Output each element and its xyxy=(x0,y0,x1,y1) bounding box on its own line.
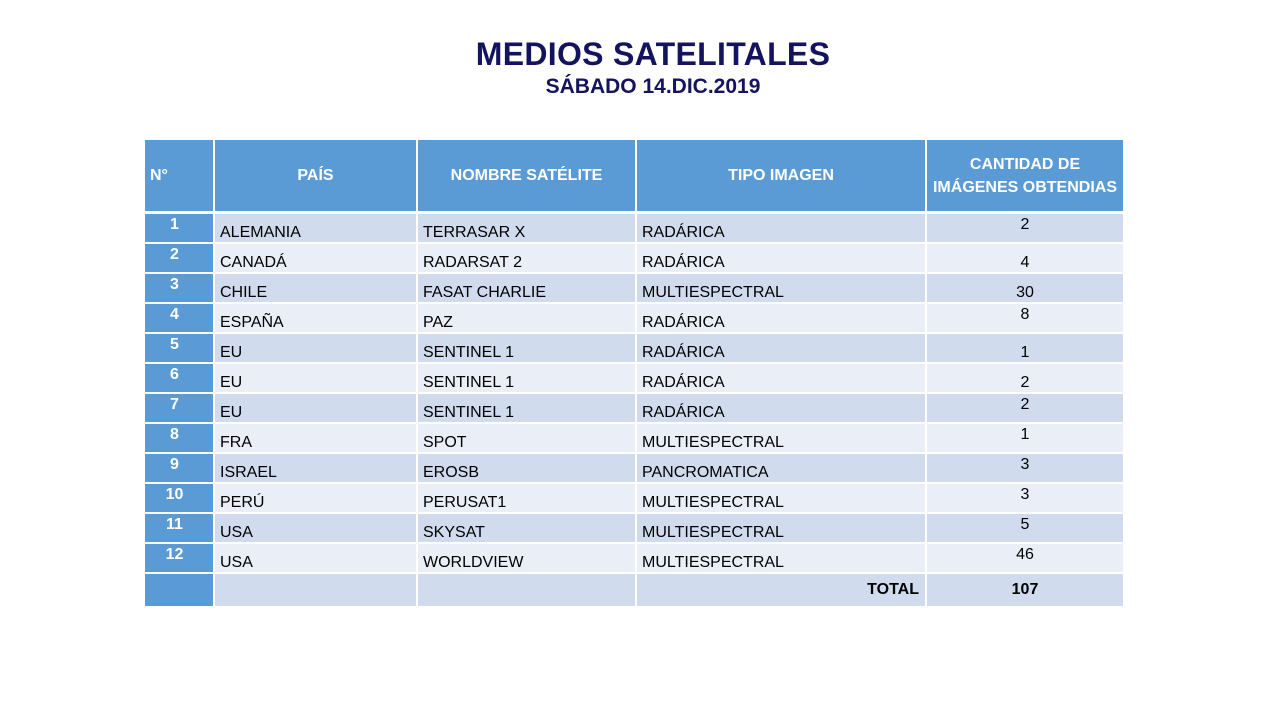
cell-satelite: WORLDVIEW xyxy=(417,543,636,573)
table-row xyxy=(145,513,1123,543)
cell-satelite: EROSB xyxy=(417,453,636,483)
cell-cantidad: 46 xyxy=(926,543,1123,573)
cell-pais: EU xyxy=(214,393,417,423)
row-number: 2 xyxy=(145,243,214,273)
cell-tipo: RADÁRICA xyxy=(636,333,926,363)
row-number: 1 xyxy=(145,213,214,244)
table-row xyxy=(145,333,1123,363)
table-row xyxy=(145,483,1123,513)
cell-satelite: PAZ xyxy=(417,303,636,333)
header-satelite: NOMBRE SATÉLITE xyxy=(417,140,636,213)
cell-cantidad: 3 xyxy=(926,483,1123,513)
table-body xyxy=(145,213,1123,608)
table-row xyxy=(145,213,1123,244)
cell-satelite: FASAT CHARLIE xyxy=(417,273,636,303)
cell-tipo: MULTIESPECTRAL xyxy=(636,513,926,543)
cell-pais: CHILE xyxy=(214,273,417,303)
table-row xyxy=(145,303,1123,333)
total-row-number-blank xyxy=(145,573,214,607)
cell-satelite: PERUSAT1 xyxy=(417,483,636,513)
table-row xyxy=(145,363,1123,393)
cell-cantidad: 3 xyxy=(926,453,1123,483)
page-subtitle: SÁBADO 14.DIC.2019 xyxy=(545,75,761,98)
row-number: 11 xyxy=(145,513,214,543)
row-number: 9 xyxy=(145,453,214,483)
cell-tipo: RADÁRICA xyxy=(636,303,926,333)
total-label: TOTAL xyxy=(636,573,926,607)
header-tipo: TIPO IMAGEN xyxy=(636,140,926,213)
cell-tipo: PANCROMATICA xyxy=(636,453,926,483)
table-header-row xyxy=(145,140,1123,213)
cell-pais: USA xyxy=(214,513,417,543)
header-cantidad: CANTIDAD DE IMÁGENES OBTENDIAS xyxy=(926,140,1123,213)
table-row xyxy=(145,243,1123,273)
page-title: MEDIOS SATELITALES xyxy=(475,36,831,72)
row-number: 6 xyxy=(145,363,214,393)
row-number: 3 xyxy=(145,273,214,303)
cell-tipo: MULTIESPECTRAL xyxy=(636,543,926,573)
cell-tipo: RADÁRICA xyxy=(636,243,926,273)
cell-cantidad: 1 xyxy=(926,423,1123,453)
cell-pais: ALEMANIA xyxy=(214,213,417,244)
table-row xyxy=(145,273,1123,303)
cell-tipo: MULTIESPECTRAL xyxy=(636,423,926,453)
table-row xyxy=(145,543,1123,573)
row-number: 8 xyxy=(145,423,214,453)
row-number: 7 xyxy=(145,393,214,423)
cell-pais: PERÚ xyxy=(214,483,417,513)
cell-cantidad: 4 xyxy=(926,243,1123,273)
total-row-blank-pais xyxy=(214,573,417,607)
cell-satelite: SPOT xyxy=(417,423,636,453)
table-row xyxy=(145,393,1123,423)
total-value: 107 xyxy=(926,573,1123,607)
cell-pais: CANADÁ xyxy=(214,243,417,273)
cell-satelite: SKYSAT xyxy=(417,513,636,543)
cell-satelite: TERRASAR X xyxy=(417,213,636,244)
table-row xyxy=(145,423,1123,453)
cell-satelite: RADARSAT 2 xyxy=(417,243,636,273)
row-number: 5 xyxy=(145,333,214,363)
cell-cantidad: 5 xyxy=(926,513,1123,543)
row-number: 12 xyxy=(145,543,214,573)
cell-tipo: RADÁRICA xyxy=(636,363,926,393)
satellite-table xyxy=(145,140,1123,608)
cell-pais: USA xyxy=(214,543,417,573)
row-number: 4 xyxy=(145,303,214,333)
table-row xyxy=(145,453,1123,483)
header-num: N° xyxy=(145,140,214,213)
cell-cantidad: 2 xyxy=(926,213,1123,244)
cell-cantidad: 2 xyxy=(926,363,1123,393)
cell-cantidad: 2 xyxy=(926,393,1123,423)
cell-cantidad: 8 xyxy=(926,303,1123,333)
cell-cantidad: 1 xyxy=(926,333,1123,363)
cell-satelite: SENTINEL 1 xyxy=(417,333,636,363)
cell-satelite: SENTINEL 1 xyxy=(417,363,636,393)
total-row xyxy=(145,573,1123,607)
header-pais: PAÍS xyxy=(214,140,417,213)
cell-tipo: MULTIESPECTRAL xyxy=(636,273,926,303)
cell-pais: ISRAEL xyxy=(214,453,417,483)
cell-pais: EU xyxy=(214,363,417,393)
cell-tipo: RADÁRICA xyxy=(636,393,926,423)
cell-tipo: MULTIESPECTRAL xyxy=(636,483,926,513)
cell-tipo: RADÁRICA xyxy=(636,213,926,244)
cell-cantidad: 30 xyxy=(926,273,1123,303)
row-number: 10 xyxy=(145,483,214,513)
cell-satelite: SENTINEL 1 xyxy=(417,393,636,423)
cell-pais: EU xyxy=(214,333,417,363)
cell-pais: FRA xyxy=(214,423,417,453)
cell-pais: ESPAÑA xyxy=(214,303,417,333)
total-row-blank-satelite xyxy=(417,573,636,607)
